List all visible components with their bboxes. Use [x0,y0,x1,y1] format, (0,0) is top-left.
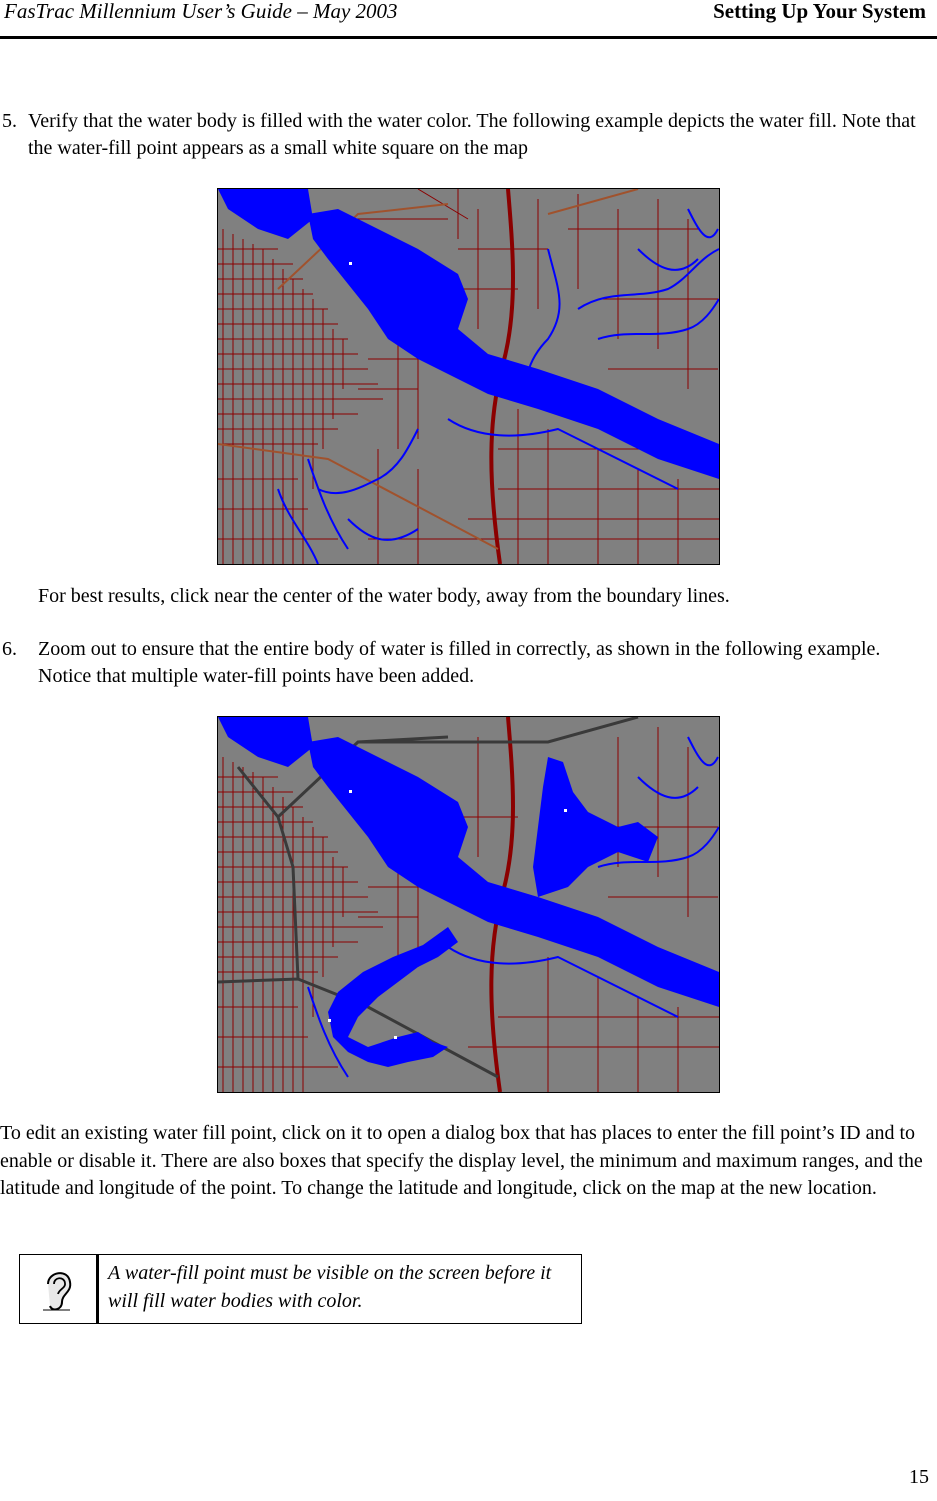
header-rule [0,36,937,39]
map-multiple-fill-points-example [217,716,720,1093]
note-icon-cell [20,1255,99,1323]
header-section-title: Setting Up Your System [713,0,926,23]
note-text: A water-fill point must be visible on the screen before it will fill water bodies with color. [108,1262,552,1312]
edit-fill-point-paragraph: To edit an existing water fill point, click on it to open a dialog box that has places to enter the fill point’s ID and to enable or disable it. There are also boxes that specify the display level, the minimum and maximum ranges, and the latitude and longitude of the point. To change the latitude and longitude, click on the map at the new location. [0,1122,923,1199]
map-1-graphic [218,189,719,564]
step-6-number: 6. [2,638,17,660]
header-guide-title: FasTrac Millennium User’s Guide – May 2003 [4,0,398,23]
map-water-fill-example [217,188,720,565]
note-box [19,1254,582,1324]
step-6-body: Zoom out to ensure that the entire body of water is filled in correctly, as shown in the following example. Notice that multiple water-fill points have been added. [38,638,881,687]
step-6-text [38,636,928,690]
step-5-text [28,108,928,162]
ear-icon [40,1264,76,1314]
tip-text: For best results, click near the center of the water body, away from the boundary lines. [38,585,730,607]
page-number: 15 [909,1466,929,1488]
map-2-graphic [218,717,719,1092]
step-5-number: 5. [2,110,17,132]
step-5-body: Verify that the water body is filled with the water color. The following example depicts the water fill. Note that the water-fill point appears as a small white square on the map [28,110,916,159]
